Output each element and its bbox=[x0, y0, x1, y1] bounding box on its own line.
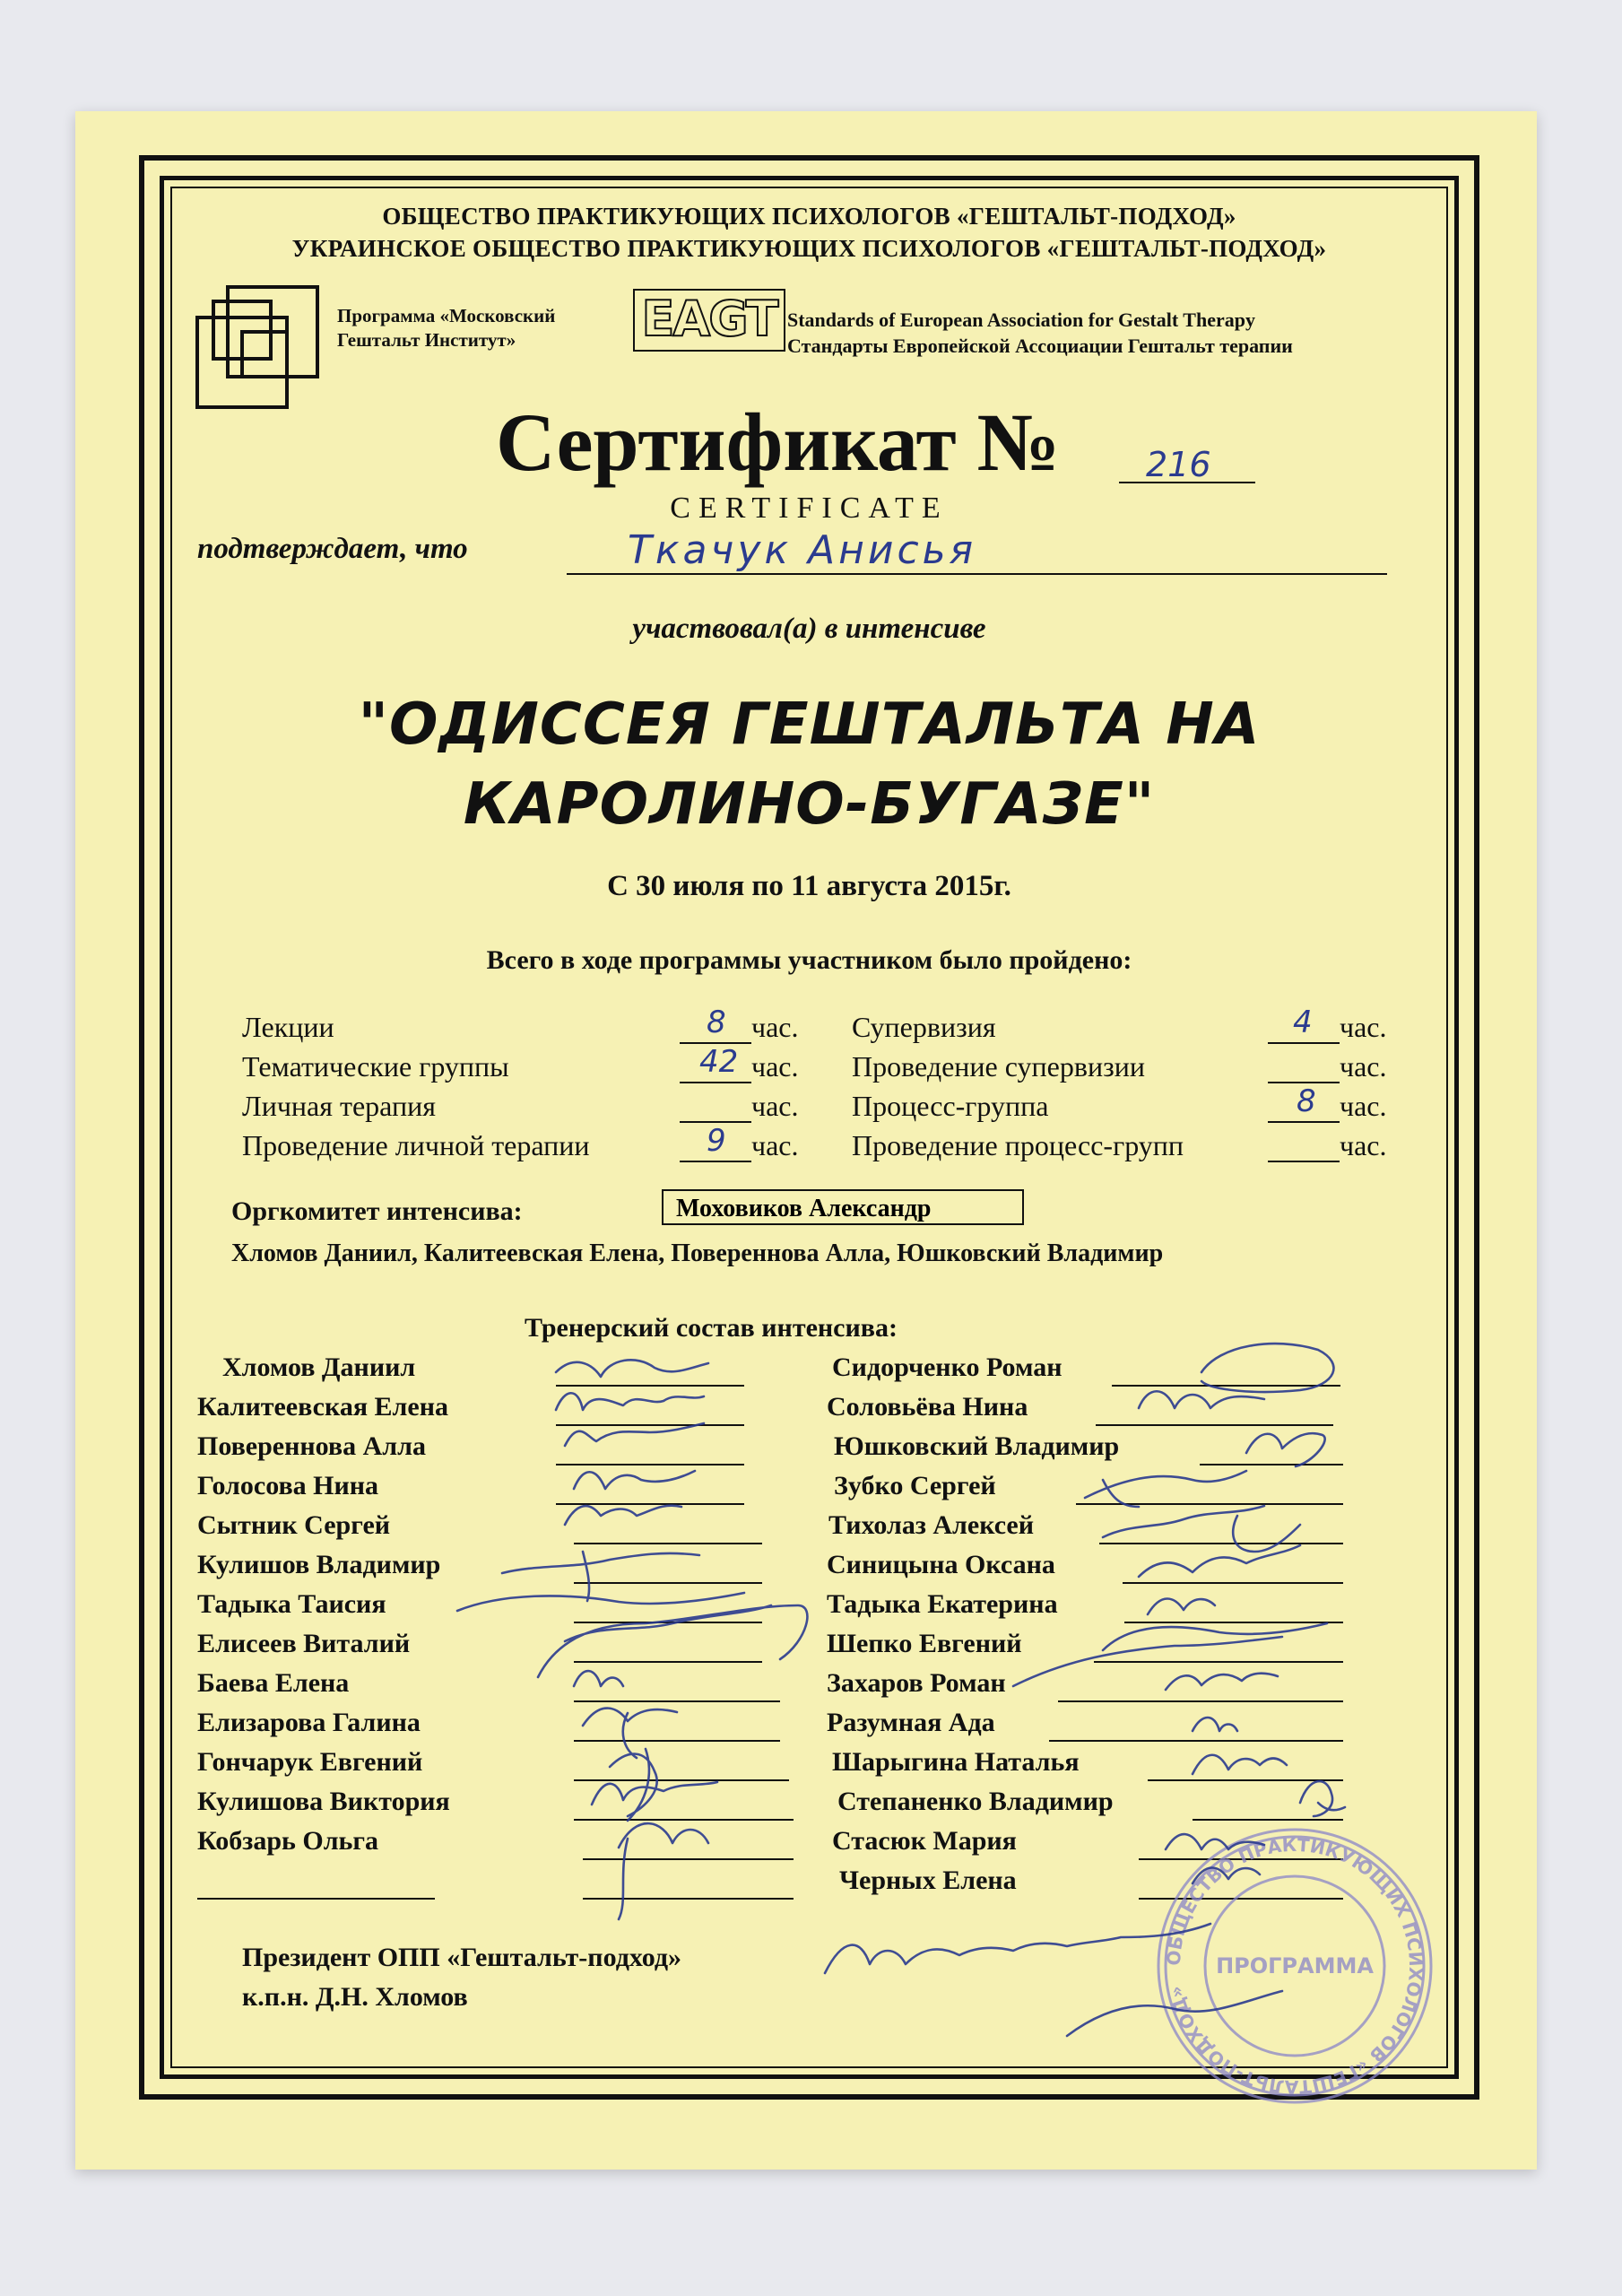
trainer-right: Тадыка Екатерина bbox=[827, 1589, 1058, 1619]
trainer-left: Хломов Даниил bbox=[222, 1352, 416, 1382]
participated-label: участвовал(а) в интенсиве bbox=[632, 613, 986, 645]
event-title-line-2: КАРОЛИНО-БУГАЗЕ" bbox=[463, 771, 1156, 838]
trainer-right: Синицына Оксана bbox=[827, 1550, 1055, 1579]
trainer-left: Гончарук Евгений bbox=[197, 1747, 423, 1777]
eagt-line-1: Standards of European Association for Gestalt Therapy bbox=[787, 309, 1255, 331]
hours-label-conducting-supervision: Проведение супервизии bbox=[852, 1050, 1145, 1083]
confirms-label: подтверждает, что bbox=[197, 533, 468, 565]
hours-label-conducting-process-groups: Проведение процесс-групп bbox=[852, 1129, 1184, 1161]
signature bbox=[583, 1709, 677, 1758]
signature bbox=[1193, 1755, 1287, 1774]
trainer-right: Стасюк Мария bbox=[832, 1826, 1017, 1856]
trainer-right: Степаненко Владимир bbox=[837, 1787, 1114, 1816]
trainer-left: Кулишова Виктория bbox=[197, 1787, 450, 1816]
program-line-2: Гештальт Институт» bbox=[337, 329, 516, 351]
hours-unit: час. bbox=[1340, 1011, 1387, 1043]
hours-value-conducting-therapy: 9 bbox=[707, 1123, 726, 1159]
signature bbox=[574, 1471, 695, 1489]
trainer-right: Тихолаз Алексей bbox=[828, 1510, 1035, 1540]
trainer-left: Повереннова Алла bbox=[197, 1431, 426, 1461]
signature bbox=[619, 1823, 708, 1919]
signature bbox=[1139, 1545, 1300, 1577]
event-dates: С 30 июля по 11 августа 2015г. bbox=[607, 870, 1011, 902]
signature bbox=[1013, 1637, 1282, 1686]
signature bbox=[502, 1552, 699, 1601]
signature bbox=[556, 1393, 704, 1410]
orgcommittee-members: Хломов Даниил, Калитеевская Елена, Повереннова Алла, Юшковский Владимир bbox=[231, 1239, 1164, 1267]
program-line-1: Программа «Московский bbox=[337, 305, 556, 326]
hours-unit: час. bbox=[751, 1129, 799, 1161]
hours-label-conducting-therapy: Проведение личной терапии bbox=[242, 1129, 590, 1161]
signature bbox=[610, 1749, 657, 1821]
stamp-ring-text: ОБЩЕСТВО ПРАКТИКУЮЩИХ ПСИХОЛОГОВ «ГЕШТАЛЬТ-ПОДХОД» bbox=[1162, 1833, 1427, 2099]
hours-label-personal-therapy: Личная терапия bbox=[242, 1090, 436, 1122]
eagt-line-2: Стандарты Европейской Ассоциации Гештальт терапии bbox=[787, 335, 1293, 357]
trainer-right: Зубко Сергей bbox=[834, 1471, 996, 1500]
hours-unit: час. bbox=[1340, 1050, 1387, 1083]
trainer-right: Сидорченко Роман bbox=[832, 1352, 1063, 1382]
trainer-left: Елизарова Галина bbox=[197, 1708, 421, 1737]
trainer-left: Калитеевская Елена bbox=[197, 1392, 448, 1422]
signature bbox=[1148, 1599, 1215, 1615]
orgcommittee-head: Моховиков Александр bbox=[662, 1189, 1024, 1225]
signature bbox=[1201, 1344, 1333, 1392]
participant-name: Ткачук Анисья bbox=[628, 527, 977, 573]
certificate-title: Сертификат № bbox=[496, 396, 1061, 488]
signature bbox=[825, 1924, 1210, 1973]
signature bbox=[457, 1593, 744, 1611]
trainers-label: Тренерский состав интенсива: bbox=[525, 1313, 898, 1343]
hours-unit: час. bbox=[1340, 1090, 1387, 1122]
orgcommittee-label: Оргкомитет интенсива: bbox=[231, 1196, 523, 1226]
hours-value-process-group: 8 bbox=[1297, 1083, 1316, 1119]
trainer-left: Тадыка Таисия bbox=[197, 1589, 386, 1619]
trainer-right: Шепко Евгений bbox=[827, 1629, 1022, 1658]
signature bbox=[556, 1360, 708, 1377]
hours-unit: час. bbox=[751, 1050, 799, 1083]
signature bbox=[1300, 1781, 1345, 1816]
hours-value-supervision: 4 bbox=[1293, 1004, 1313, 1040]
certificate-title-en: CERTIFICATE bbox=[670, 491, 949, 525]
trainer-right: Захаров Роман bbox=[827, 1668, 1006, 1698]
signature bbox=[1085, 1471, 1246, 1507]
event-title-line-1: "ОДИССЕЯ ГЕШТАЛЬТА НА bbox=[358, 691, 1261, 758]
president-title: Президент ОПП «Гештальт-подход» bbox=[242, 1943, 682, 1972]
signature bbox=[1067, 1991, 1282, 2036]
trainer-left: Кобзарь Ольга bbox=[197, 1826, 379, 1856]
trainer-left: Елисеев Виталий bbox=[197, 1629, 411, 1658]
hours-label-supervision: Супервизия bbox=[852, 1011, 996, 1043]
signature bbox=[1166, 1834, 1264, 1849]
trainer-right: Юшковский Владимир bbox=[834, 1431, 1120, 1461]
trainer-right: Шарыгина Наталья bbox=[832, 1747, 1080, 1777]
signature bbox=[565, 1423, 704, 1446]
eagt-logo-icon: EAGT bbox=[633, 289, 785, 352]
hours-label-thematic: Тематические группы bbox=[242, 1050, 509, 1083]
trainer-left: Голосова Нина bbox=[197, 1471, 379, 1500]
trainer-right: Разумная Ада bbox=[827, 1708, 995, 1737]
certificate-number: 216 bbox=[1146, 445, 1211, 484]
trainer-right: Черных Елена bbox=[839, 1866, 1017, 1895]
signature bbox=[538, 1605, 807, 1677]
hours-unit: час. bbox=[751, 1011, 799, 1043]
hours-label-lectures: Лекции bbox=[242, 1011, 334, 1043]
signature bbox=[1166, 1674, 1278, 1690]
signature bbox=[1193, 1718, 1237, 1731]
trainer-left: Сытник Сергей bbox=[197, 1510, 391, 1540]
signature bbox=[1193, 1868, 1260, 1884]
signature bbox=[574, 1671, 623, 1686]
hours-value-thematic: 42 bbox=[699, 1044, 739, 1080]
hours-label-process-group: Процесс-группа bbox=[852, 1090, 1049, 1122]
hours-value-lectures: 8 bbox=[707, 1004, 726, 1040]
total-label: Всего в ходе программы участником было пройдено: bbox=[486, 945, 1132, 975]
signature bbox=[1246, 1433, 1325, 1466]
signature bbox=[565, 1506, 681, 1525]
hours-unit: час. bbox=[751, 1090, 799, 1122]
signature bbox=[1103, 1623, 1327, 1650]
hours-unit: час. bbox=[1340, 1129, 1387, 1161]
stamp-center-text: ПРОГРАММА bbox=[1216, 1953, 1374, 1979]
header-line-1: ОБЩЕСТВО ПРАКТИКУЮЩИХ ПСИХОЛОГОВ «ГЕШТАЛЬТ-ПОДХОД» bbox=[382, 203, 1236, 230]
trainer-right: Соловьёва Нина bbox=[827, 1392, 1028, 1422]
signature bbox=[1103, 1506, 1300, 1552]
trainer-left: Кулишов Владимир bbox=[197, 1550, 441, 1579]
trainer-left: Баева Елена bbox=[197, 1668, 350, 1698]
president-name: к.п.н. Д.Н. Хломов bbox=[242, 1982, 468, 2012]
signature bbox=[1139, 1391, 1264, 1408]
header-line-2: УКРАИНСКОЕ ОБЩЕСТВО ПРАКТИКУЮЩИХ ПСИХОЛОГОВ «ГЕШТАЛЬТ-ПОДХОД» bbox=[291, 235, 1327, 262]
